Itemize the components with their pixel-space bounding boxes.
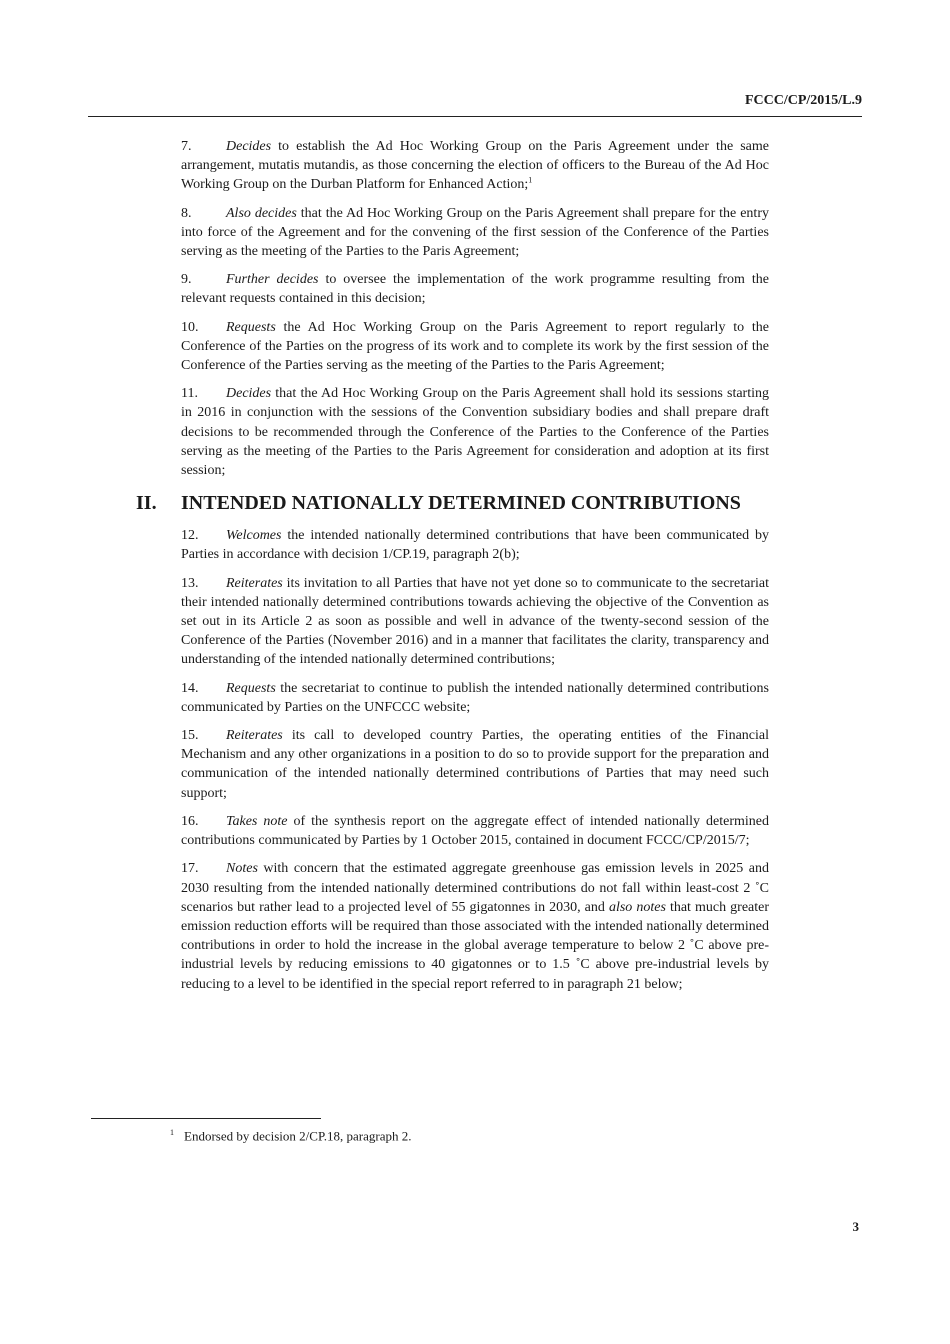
section-number: II.: [136, 492, 157, 515]
section-title: INTENDED NATIONALLY DETERMINED CONTRIBUTIONS: [181, 492, 741, 515]
document-symbol: FCCC/CP/2015/L.9: [744, 93, 862, 108]
header-rule: [88, 116, 862, 117]
page-number: 3: [852, 1219, 859, 1234]
paragraph-16: 16. Takes note of the synthesis report on the aggregate effect of intended nationally determined contributions communicated by Parties by 1 October 2015, contained in document FCCC/CP/2015/7;: [181, 813, 769, 849]
paragraph-13: 13. Reiterates its invitation to all Parties that have not yet done so to communicate to the secretariat their intended nationally determined contributions towards achieving the objective of the Convention as set out in its Article 2 as soon as possible and well in advance of the twenty-second session of the Conference of the Parties (November 2016) and in a manner that facilitates the clarity, transparency and understanding of the intended nationally determined contributions;: [181, 575, 769, 668]
footnote-text: Endorsed by decision 2/CP.18, paragraph 2.: [184, 1128, 412, 1144]
paragraph-15: 15. Reiterates its call to developed country Parties, the operating entities of the Financial Mechanism and any other organizations in a position to do so to provide support for the preparation and communication of the intended nationally determined contributions of Parties that may need such support;: [181, 728, 769, 801]
paragraph-14: 14. Requests the secretariat to continue to publish the intended nationally determined contributions communicated by Parties on the UNFCCC website;: [181, 680, 769, 715]
paragraph-11: 11. Decides that the Ad Hoc Working Group on the Paris Agreement shall hold its sessions starting in 2016 in conjunction with the sessions of the Convention subsidiary bodies and shall prepare draft decisions to be recommended through the Conference of the Parties to the Conference of the Parties serving as the meeting of the Parties to the Paris Agreement for consideration and adoption at its first session;: [181, 386, 769, 479]
paragraph-12: 12. Welcomes the intended nationally determined contributions that have been communicated by Parties in accordance with decision 1/CP.19, paragraph 2(b);: [181, 528, 769, 563]
paragraph-17: 17. Notes with concern that the estimated aggregate greenhouse gas emission levels in 2025 and 2030 resulting from the intended nationally determined contributions do not fall within least-cost 2 ˚C scenarios but rather lead to a projected level of 55 gigatonnes in 2030, and also notes that much greater emission reduction efforts will be required than those associated with the intended nationally determined contributions in order to hold the increase in the global average temperature to below 2 ˚C above pre-industrial levels by reducing emissions to 40 gigatonnes or to 1.5 ˚C above pre-industrial levels by reducing to a level to be identified in the special report referred to in paragraph 21 below;: [181, 861, 770, 992]
footnote-reference[interactable]: 1: [528, 175, 533, 185]
paragraph-7: 7. Decides to establish the Ad Hoc Working Group on the Paris Agreement under the same arrangement, mutatis mutandis, as those concerning the election of officers to the Bureau of the Ad Hoc Working Group on the Durban Platform for Enhanced Action;$^1$: [181, 139, 769, 193]
footnote: [170, 1128, 411, 1144]
paragraph-10: 10. Requests the Ad Hoc Working Group on the Paris Agreement to report regularly to the Conference of the Parties on the progress of its work and to complete its work by the first session of the Conference of the Parties serving as the meeting of the Parties to the Paris Agreement;: [181, 319, 769, 374]
section-heading: [136, 490, 769, 516]
paragraph-9: 9. Further decides to oversee the implementation of the work programme resulting from the relevant requests contained in this decision;: [181, 272, 770, 307]
footnote-mark: 1: [170, 1128, 174, 1137]
footnote-rule: [91, 1118, 321, 1119]
paragraph-8: 8. Also decides that the Ad Hoc Working Group on the Paris Agreement shall prepare for the entry into force of the Agreement and for the convening of the first session of the Conference of the Parties serving as the meeting of the Parties to the Paris Agreement;: [181, 205, 769, 260]
document-body: [136, 137, 770, 1003]
